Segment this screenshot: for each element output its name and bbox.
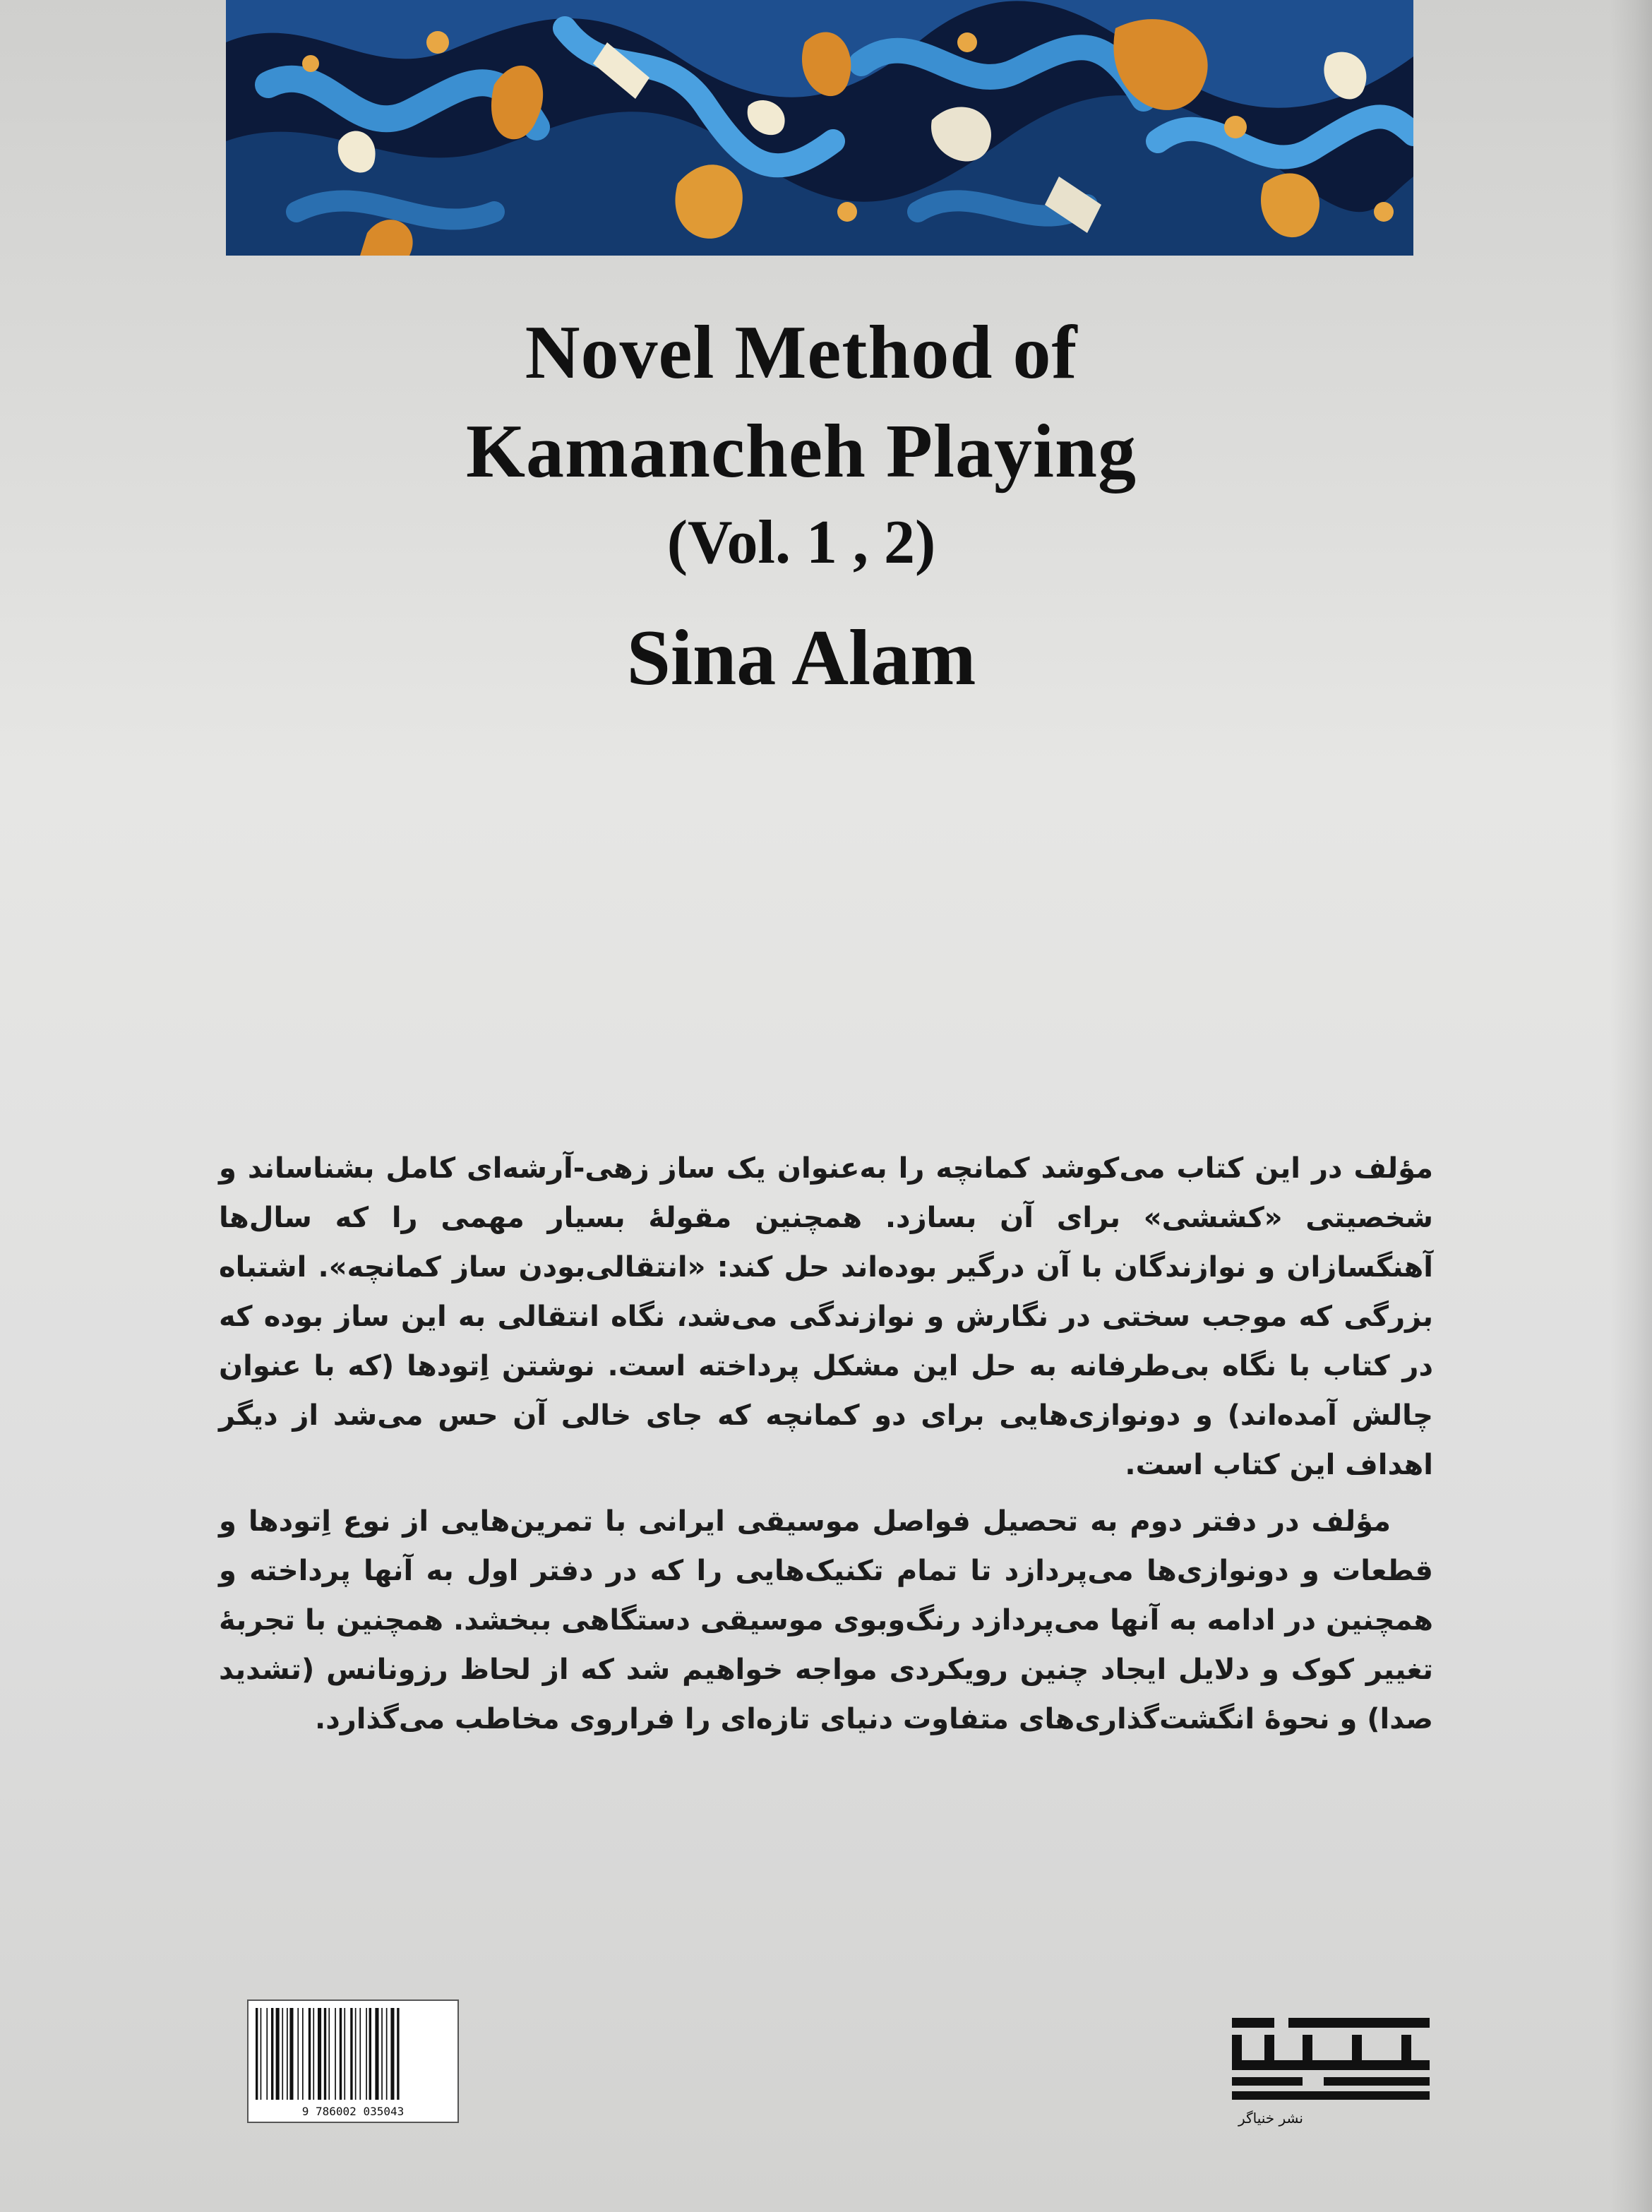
barcode-bar (318, 2008, 321, 2100)
barcode-bar (297, 2008, 299, 2100)
tile-pattern-illustration (226, 0, 1413, 256)
barcode-digits: 9 786002 035043 (301, 2105, 405, 2118)
barcode-bar (375, 2008, 378, 2100)
description-paragraph-2: مؤلف در دفتر دوم به تحصیل فواصل موسیقی ایرانی با تمرین‌هایی از نوع اِتودها و قطعات و دونوازی‌ها می‌پردازد تا تمام تکنیک‌هایی را که در دفتر اول به آنها پرداخته و همچنین در ادامه به آنها می‌پردازد رنگ‌وبوی موسیقی دستگاهی ببخشد. همچنین با تجربهٔ تغییر کوک و دلایل ایجاد چنین رویکردی مواجه خواهیم شد که از لحاظ رزونانس (تشدید صدا) و نحوهٔ انگشت‌گذاری‌های متفاوت دنیای تازه‌ای را فراروی مخاطب می‌گذارد. (219, 1505, 1433, 1735)
barcode-bar (271, 2008, 273, 2100)
barcode-bar (256, 2008, 258, 2100)
barcode-bar (366, 2008, 367, 2100)
barcode-bar (335, 2008, 336, 2100)
book-description (219, 1144, 1433, 1744)
barcode-bar (287, 2008, 288, 2100)
isbn-barcode (247, 1999, 459, 2123)
barcode-bar (282, 2008, 283, 2100)
barcode-bar (289, 2008, 293, 2100)
volume-label: (Vol. 1 , 2) (666, 508, 936, 577)
author-name: Sina Alam (626, 614, 976, 702)
spine-shadow (1610, 0, 1652, 2212)
description-paragraph-1: مؤلف در این کتاب می‌کوشد کمانچه را به‌عنوان یک ساز زهی-آرشه‌ای کامل بشناساند و شخصیتی «کششی» برای آن بسازد. همچنین مقولهٔ بسیار مهمی را که سال‌ها آهنگسازان و نوازندگان با آن درگیر بوده‌اند حل کند: «انتقالی‌بودن ساز کمانچه». اشتباه بزرگی که موجب سختی در نگارش و نوازندگی می‌شد، نگاه انتقالی به این ساز بوده که در کتاب با نگاه بی‌طرفانه به حل این مشکل پرداخته است. نوشتن اِتودها (که با عنوان چالش آمده‌اند) و دونوازی‌هایی برای دو کمانچه که جای خالی آن حس می‌شد از دیگر اهداف این کتاب است. (219, 1152, 1433, 1481)
title-line-1: Novel Method of (525, 311, 1078, 395)
barcode-bar (328, 2008, 330, 2100)
barcode-bar (386, 2008, 388, 2100)
barcode-bar (276, 2008, 280, 2100)
barcode-bar (350, 2008, 352, 2100)
barcode-bar (302, 2008, 304, 2100)
barcode-bar (381, 2008, 383, 2100)
barcode-icon (249, 2001, 457, 2122)
barcode-bar (261, 2008, 262, 2100)
title-line-2: Kamancheh Playing (465, 409, 1137, 494)
barcode-bar (313, 2008, 314, 2100)
barcode-bar (359, 2008, 361, 2100)
barcode-bar (309, 2008, 311, 2100)
barcode-bar (390, 2008, 394, 2100)
barcode-bar (369, 2008, 371, 2100)
barcode-bar (344, 2008, 345, 2100)
barcode-bar (266, 2008, 268, 2100)
publisher-name: نشر خنیاگر (1238, 2110, 1303, 2127)
cover-artwork (226, 0, 1413, 256)
barcode-bar (324, 2008, 326, 2100)
publisher-logo-icon (1218, 2004, 1444, 2110)
book-title (0, 304, 1603, 582)
barcode-bar (355, 2008, 357, 2100)
barcode-bar (340, 2008, 342, 2100)
barcode-bar (397, 2008, 399, 2100)
